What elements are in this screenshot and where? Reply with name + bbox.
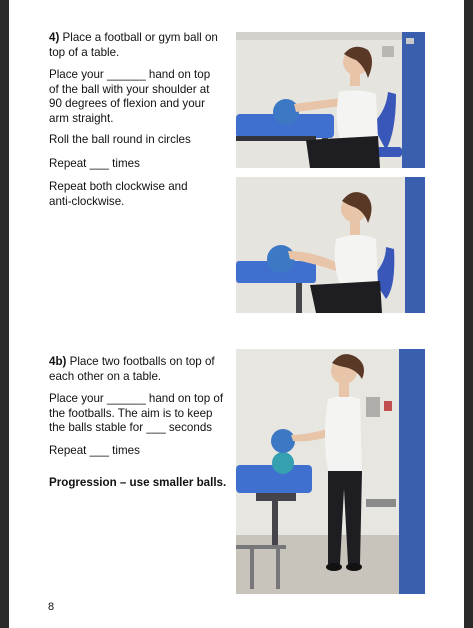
section-4b-step-2: Repeat ___ times [49,444,140,457]
progression-note: Progression – use smaller balls. [49,476,227,489]
section-4b-step-1: Place your ______ hand on top of the footballs. The aim is to keep the balls stable for ___ seconds [49,392,224,435]
exercise-photo-arm-extended [236,32,425,168]
section-4-step-1: Place your ______ hand on top of the ball with your shoulder at 90 degrees of flexion and your arm straight. [49,68,211,125]
section-4b-heading: 4b) Place two footballs on top of each other on a table. [49,355,215,383]
section-4-step-4: Repeat both clockwise and anti-clockwise. [49,180,188,208]
section-4-number: 4) [49,31,60,44]
section-4-step-2: Roll the ball round in circles [49,133,191,146]
exercise-photo-stacked-balls [236,349,425,594]
section-4b-number: 4b) [49,355,67,368]
section-4-step-3: Repeat ___ times [49,157,140,170]
section-4-heading: 4) Place a football or gym ball on top of a table. [49,31,218,59]
document-page [9,0,464,628]
page-number: 8 [48,601,55,613]
exercise-photo-ball-rolling [236,177,425,313]
